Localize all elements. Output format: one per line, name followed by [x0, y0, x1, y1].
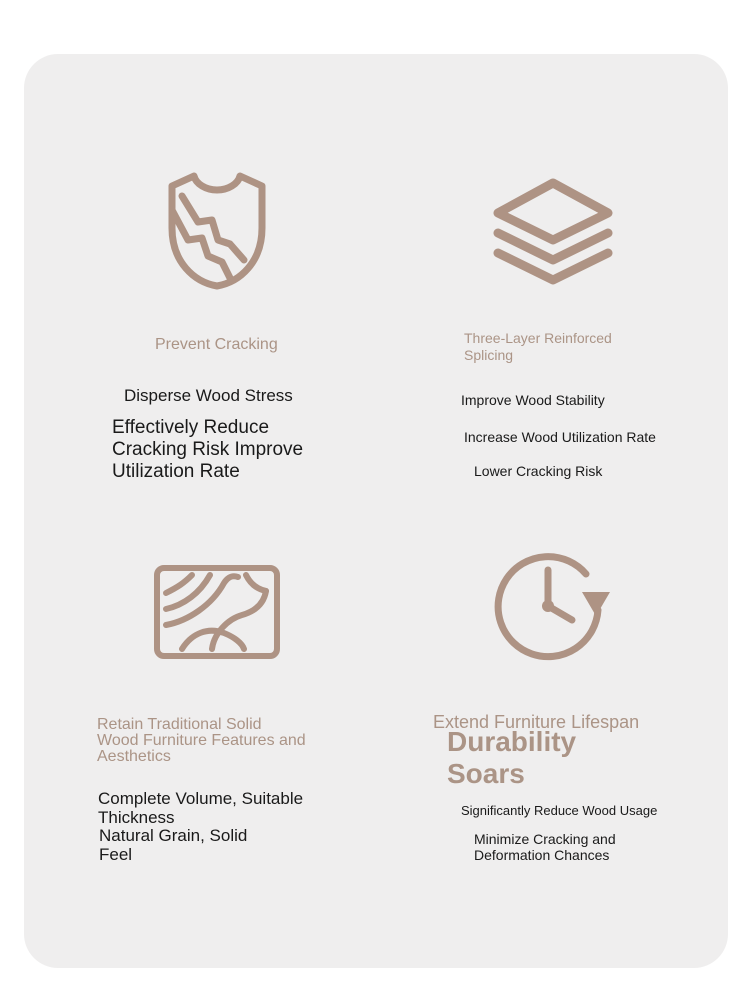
layers-icon: [490, 176, 616, 288]
feature-line: Increase Wood Utilization Rate: [464, 429, 656, 445]
feature-line: Effectively Reduce Cracking Risk Improve Utilization Rate: [112, 417, 304, 482]
feature-line: Significantly Reduce Wood Usage: [461, 803, 658, 818]
feature-title-traditional-wood: Retain Traditional Solid Wood Furniture Features and Aesthetics: [97, 716, 306, 765]
feature-line: Disperse Wood Stress: [124, 386, 293, 405]
feature-line: Lower Cracking Risk: [474, 463, 603, 479]
feature-title-extend-lifespan: Extend Furniture Lifespan: [433, 712, 640, 732]
feature-line: Natural Grain, Solid Feel: [99, 826, 248, 864]
feature-title-prevent-cracking: Prevent Cracking: [155, 336, 278, 353]
wood-grain-icon: [152, 563, 282, 661]
feature-line: Complete Volume, Suitable Thickness: [98, 789, 304, 827]
feature-line: Minimize Cracking and Deformation Chances: [474, 831, 616, 863]
feature-highlight-durability: Durability Soars: [447, 726, 577, 789]
cracked-shield-icon: [168, 170, 266, 290]
clock-refresh-icon: [494, 552, 614, 664]
feature-title-three-layer-splicing: Three-Layer Reinforced Splicing: [464, 330, 612, 363]
feature-line: Improve Wood Stability: [461, 392, 605, 408]
